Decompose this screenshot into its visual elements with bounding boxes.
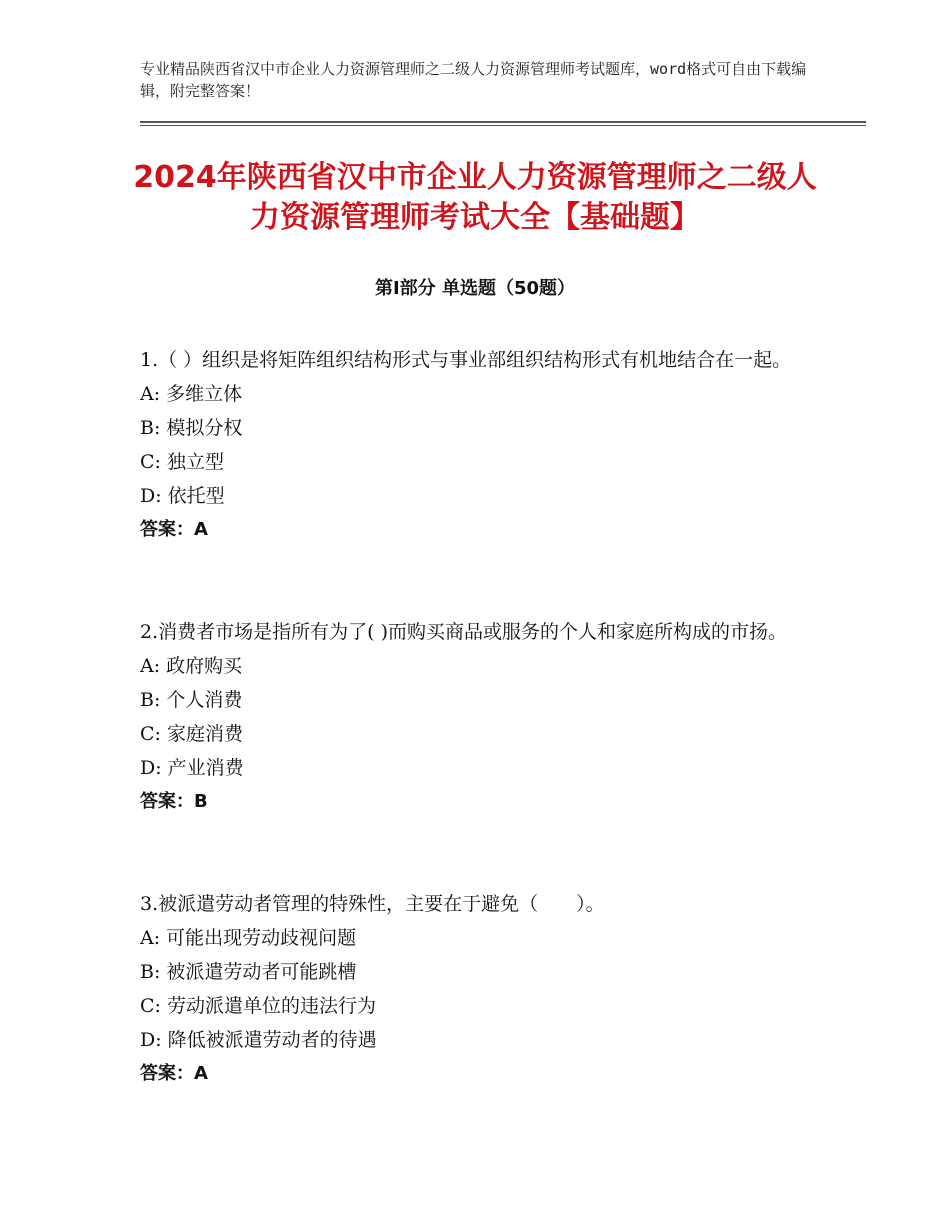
header-divider [140, 121, 866, 123]
section-title: 第I部分 单选题（50题） [374, 278, 575, 299]
question-2 [140, 615, 820, 819]
answer: 答案：B [140, 791, 208, 812]
question-stem: 2.消费者市场是指所有为了( )而购买商品或服务的个人和家庭所构成的市扬。 [140, 621, 787, 643]
question-3 [140, 887, 820, 1091]
question-1 [140, 343, 820, 547]
option-d: D: 依托型 [140, 485, 225, 507]
option-d: D: 产业消费 [140, 757, 244, 779]
header-divider-thin [140, 125, 866, 126]
answer: 答案：A [140, 1063, 208, 1084]
option-a: A: 多维立体 [140, 383, 243, 405]
question-stem: 1.（ ）组织是将矩阵组织结构形式与事业部组织结构形式有机地结合在一起。 [140, 349, 792, 371]
header-note: 专业精品陕西省汉中市企业人力资源管理师之二级人力资源管理师考试题库，word格式可自由下载编辑，附完整答案！ [140, 60, 807, 100]
question-stem: 3.被派遣劳动者管理的特殊性，主要在于避免（ ）。 [140, 893, 605, 915]
option-a: A: 政府购买 [140, 655, 243, 677]
option-d: D: 降低被派遣劳动者的待遇 [140, 1029, 377, 1051]
option-b: B: 个人消费 [140, 689, 243, 711]
answer: 答案：A [140, 519, 208, 540]
option-a: A: 可能出现劳动歧视问题 [140, 927, 357, 949]
option-b: B: 模拟分权 [140, 417, 243, 439]
option-c: C: 独立型 [140, 451, 224, 473]
option-b: B: 被派遣劳动者可能跳槽 [140, 961, 357, 983]
option-c: C: 劳动派遣单位的违法行为 [140, 995, 376, 1017]
option-c: C: 家庭消费 [140, 723, 243, 745]
document-title: 2024年陕西省汉中市企业人力资源管理师之二级人力资源管理师考试大全【基础题】 [133, 160, 817, 235]
